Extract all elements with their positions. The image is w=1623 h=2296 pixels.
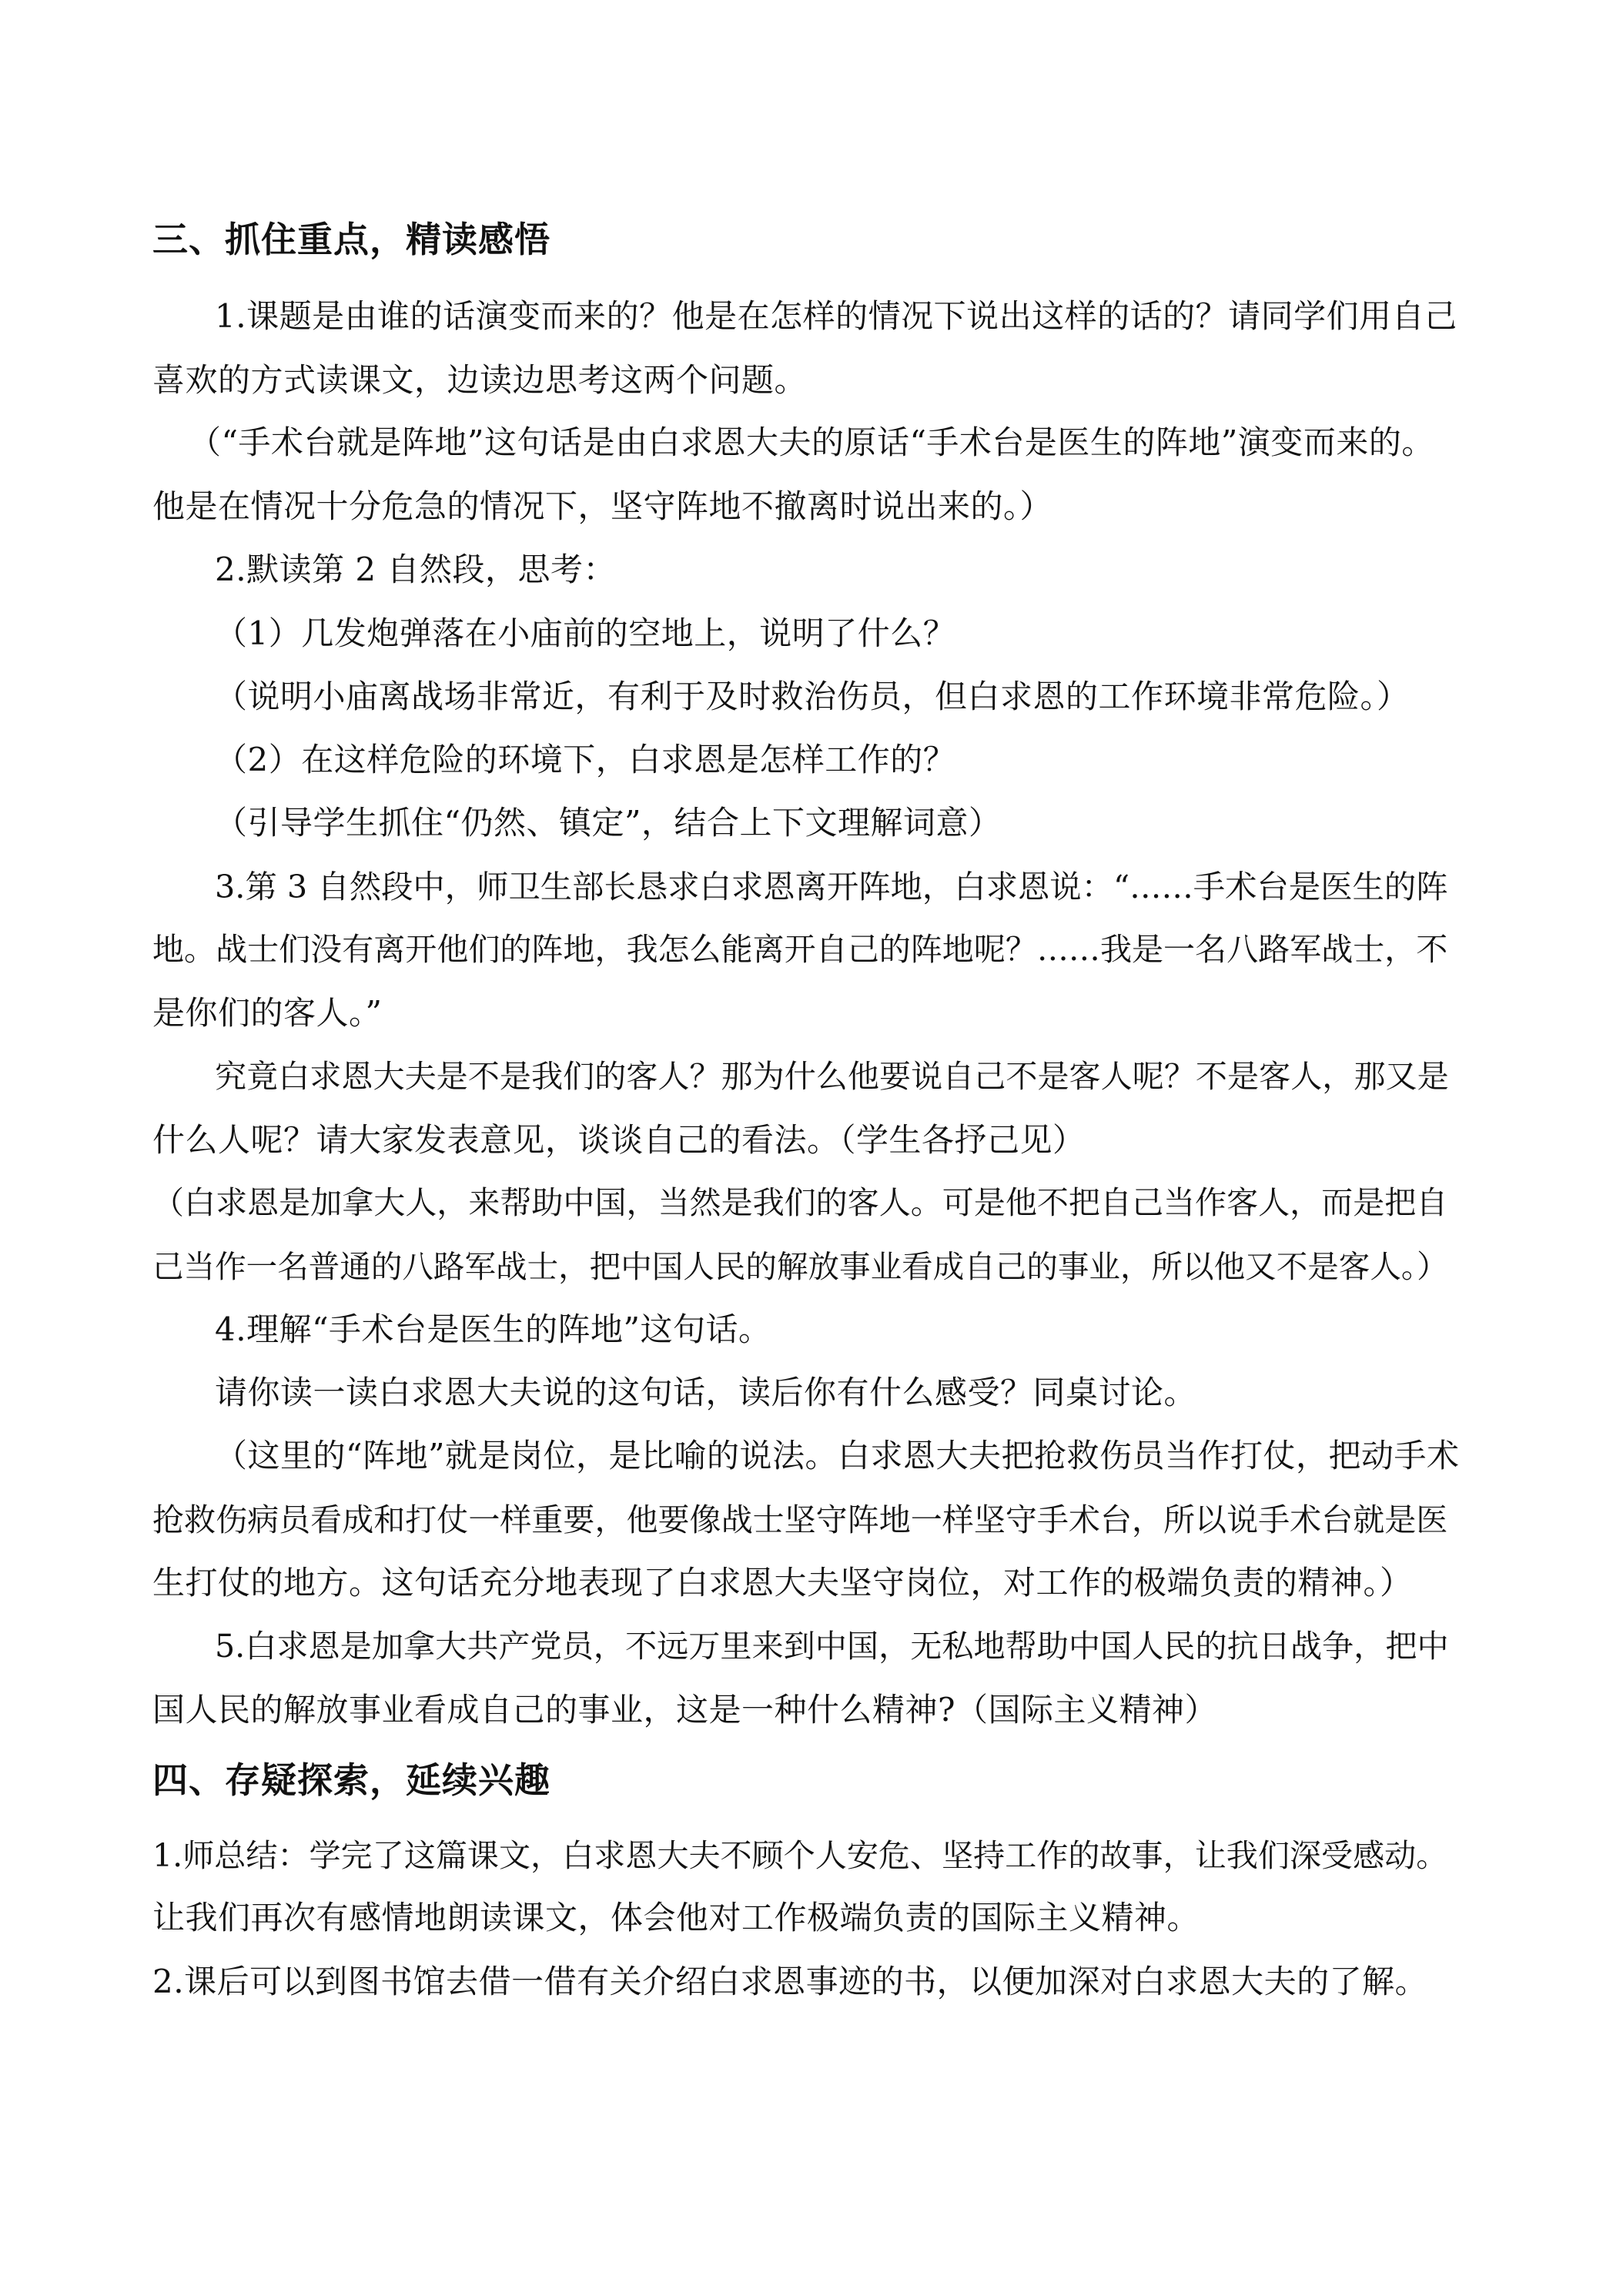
paragraph-line: 己当作一名普通的八路军战士，把中国人民的解放事业看成自己的事业，所以他又不是客人。） xyxy=(152,1248,1448,1285)
paragraph-line: 喜欢的方式读课文，边读边思考这两个问题。 xyxy=(152,361,808,399)
paragraph-line: 2.课后可以到图书馆去借一借有关介绍白求恩事迹的书，以便加深对白求恩大夫的了解。 xyxy=(152,1963,1428,2000)
section-heading-4: 四、存疑探索，延续兴趣 xyxy=(152,1759,550,1801)
paragraph-line: 什么人呢？请大家发表意见，谈谈自己的看法。（学生各抒己见） xyxy=(152,1121,1086,1159)
paragraph-line: （白求恩是加拿大人，来帮助中国，当然是我们的客人。可是他不把自己当作客人，而是把自 xyxy=(152,1184,1448,1221)
paragraph-line: （引导学生抓住“仍然、镇定”，结合上下文理解词意） xyxy=(215,804,1002,842)
paragraph-line: 2.默读第 2 自然段，思考： xyxy=(215,551,616,588)
paragraph-line: （说明小庙离战场非常近，有利于及时救治伤员，但白求恩的工作环境非常危险。） xyxy=(215,678,1410,715)
paragraph-line: （1）几发炮弹落在小庙前的空地上，说明了什么？ xyxy=(215,614,956,652)
paragraph-line: 3.第 3 自然段中，师卫生部长恳求白求恩离开阵地，白求恩说：“……手术台是医生的阵 xyxy=(215,869,1448,905)
paragraph-line: 让我们再次有感情地朗读课文，体会他对工作极端负责的国际主义精神。 xyxy=(152,1899,1200,1936)
paragraph-line: 5.白求恩是加拿大共产党员，不远万里来到中国，无私地帮助中国人民的抗日战争，把中 xyxy=(215,1628,1449,1665)
paragraph-line: 生打仗的地方。这句话充分地表现了白求恩大夫坚守岗位，对工作的极端负责的精神。） xyxy=(152,1564,1413,1602)
paragraph-line: 究竟白求恩大夫是不是我们的客人？那为什么他要说自己不是客人呢？不是客人，那又是 xyxy=(215,1058,1449,1095)
paragraph-line: 1.课题是由谁的话演变而来的？他是在怎样的情况下说出这样的话的？请同学们用自己 xyxy=(215,297,1457,335)
paragraph-line: 抢救伤病员看成和打仗一样重要，他要像战士坚守阵地一样坚守手术台，所以说手术台就是医 xyxy=(152,1501,1448,1538)
section-heading-3: 三、抓住重点，精读感悟 xyxy=(152,219,550,260)
paragraph-line: （2）在这样危险的环境下，白求恩是怎样工作的？ xyxy=(215,741,956,778)
paragraph-line: 国人民的解放事业看成自己的事业，这是一种什么精神?（国际主义精神） xyxy=(152,1691,1218,1729)
paragraph-line: 他是在情况十分危急的情况下，坚守阵地不撤离时说出来的。） xyxy=(152,487,1053,525)
paragraph-line: 是你们的客人。” xyxy=(152,994,383,1032)
paragraph-line: 地。战士们没有离开他们的阵地，我怎么能离开自己的阵地呢？……我是一名八路军战士，不 xyxy=(152,931,1448,968)
paragraph-line: （这里的“阵地”就是岗位，是比喻的说法。白求恩大夫把抢救伤员当作打仗，把动手术 xyxy=(215,1437,1460,1474)
paragraph-line: 4.理解“手术台是医生的阵地”这句话。 xyxy=(215,1310,771,1348)
paragraph-line: （“手术台就是阵地”这句话是由白求恩大夫的原话“手术台是医生的阵地”演变而来的。 xyxy=(189,423,1434,461)
paragraph-line: 请你读一读白求恩大夫说的这句话，读后你有什么感受？同桌讨论。 xyxy=(215,1374,1197,1411)
paragraph-line: 1.师总结：学完了这篇课文，白求恩大夫不顾个人安危、坚持工作的故事，让我们深受感动。 xyxy=(152,1837,1448,1874)
